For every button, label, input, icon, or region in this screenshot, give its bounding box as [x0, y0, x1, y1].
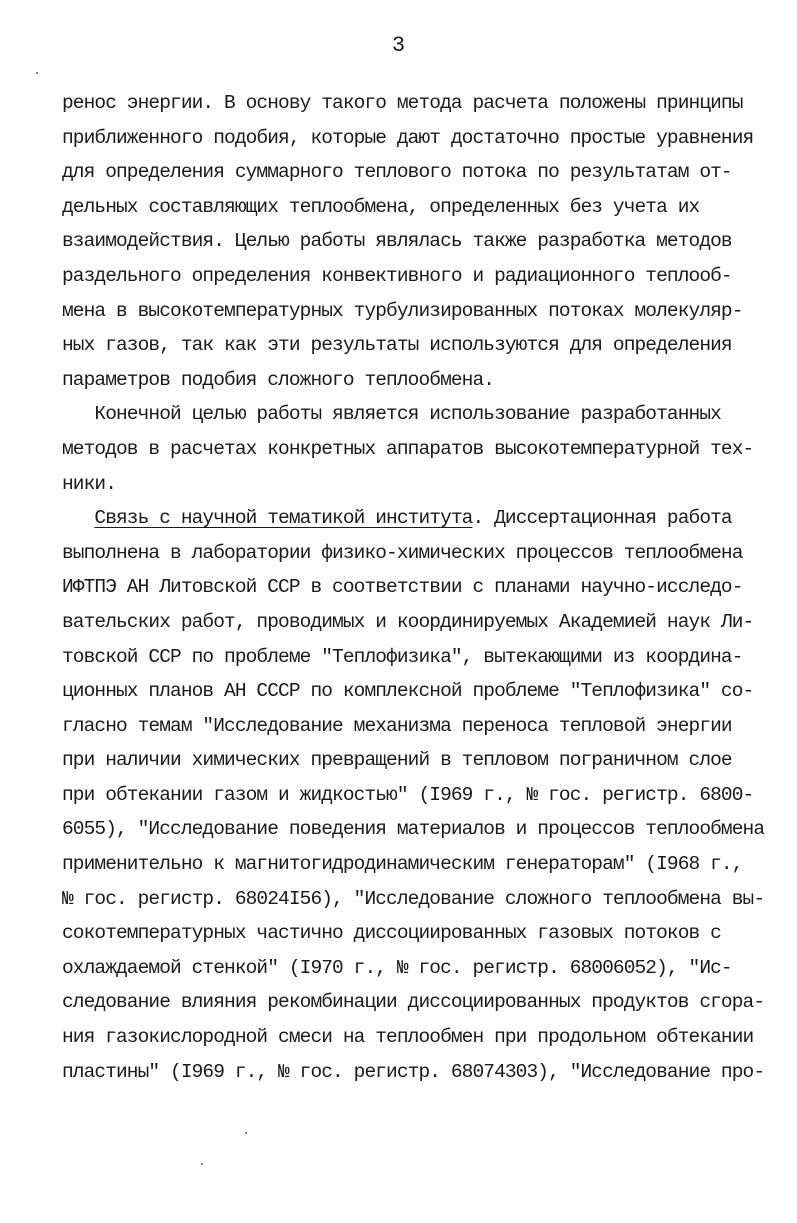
text-line: следование влияния рекомбинации диссоциированных продуктов сгора- [62, 991, 765, 1014]
text-line: ИФТПЭ АН Литовской ССР в соответствии с планами научно-исследо- [62, 576, 743, 599]
text-line: 6055), "Исследование поведения материалов и процессов теплообмена [62, 818, 765, 841]
section-heading: Связь с научной тематикой института [94, 507, 473, 530]
text-line: выполнена в лаборатории физико-химических процессов теплообмена [62, 541, 743, 564]
text-line: № гос. регистр. 68024I56), "Исследование сложного теплообмена вы- [62, 887, 765, 910]
text-line: при обтекании газом и жидкостью" (I969 г., № гос. регистр. 6800- [62, 783, 754, 806]
scan-speck [36, 72, 38, 74]
text-line: для определения суммарного теплового потока по результатам от- [62, 161, 732, 184]
text-line: дельных составляющих теплообмена, определенных без учета их [62, 195, 700, 218]
text-line: ники. [62, 472, 117, 495]
text-line: сокотемпературных частично диссоциированных газовых потоков с [62, 922, 721, 945]
text-line: взаимодействия. Целью работы являлась также разработка методов [62, 230, 732, 253]
text-line: товской ССР по проблеме "Теплофизика", вытекающими из координа- [62, 645, 743, 668]
scan-speck [201, 1163, 203, 1165]
section-first-line-rest: . Диссертационная работа [472, 507, 732, 530]
text-line: пластины" (I969 г., № гос. регистр. 68074303), "Исследование про- [62, 1060, 765, 1083]
text-line: мена в высокотемпературных турбулизированных потоках молекуляр- [62, 299, 743, 322]
text-line: при наличии химических превращений в тепловом пограничном слое [62, 749, 732, 772]
text-line: применительно к магнитогидродинамическим генераторам" (I968 г., [62, 853, 743, 876]
text-line: приближенного подобия, которые дают достаточно простые уравнения [62, 126, 754, 149]
text-line: ния газокислородной смеси на теплообмен при продольном обтекании [62, 1026, 754, 1049]
text-line: ных газов, так как эти результаты используются для определения [62, 334, 732, 357]
text-line: методов в расчетах конкретных аппаратов высокотемпературной тех- [62, 437, 754, 460]
section-first-line [62, 501, 762, 536]
text-line: раздельного определения конвективного и радиационного теплооб- [62, 264, 732, 287]
text-line: параметров подобия сложного теплообмена. [62, 368, 495, 391]
text-line: гласно темам "Исследование механизма переноса тепловой энергии [62, 714, 732, 737]
text-line: охлаждаемой стенкой" (I970 г., № гос. регистр. 68006052), "Ис- [62, 956, 732, 979]
scan-speck [245, 1132, 247, 1134]
text-line: ционных планов АН СССР по комплексной проблеме "Теплофизика" со- [62, 680, 754, 703]
document-body [62, 86, 765, 1089]
text-line: Конечной целью работы является использование разработанных [62, 403, 721, 426]
text-line: ренос энергии. В основу такого метода расчета положены принципы [62, 92, 743, 114]
page-number: 3 [391, 33, 406, 58]
text-line: вательских работ, проводимых и координируемых Академией наук Ли- [62, 610, 754, 633]
